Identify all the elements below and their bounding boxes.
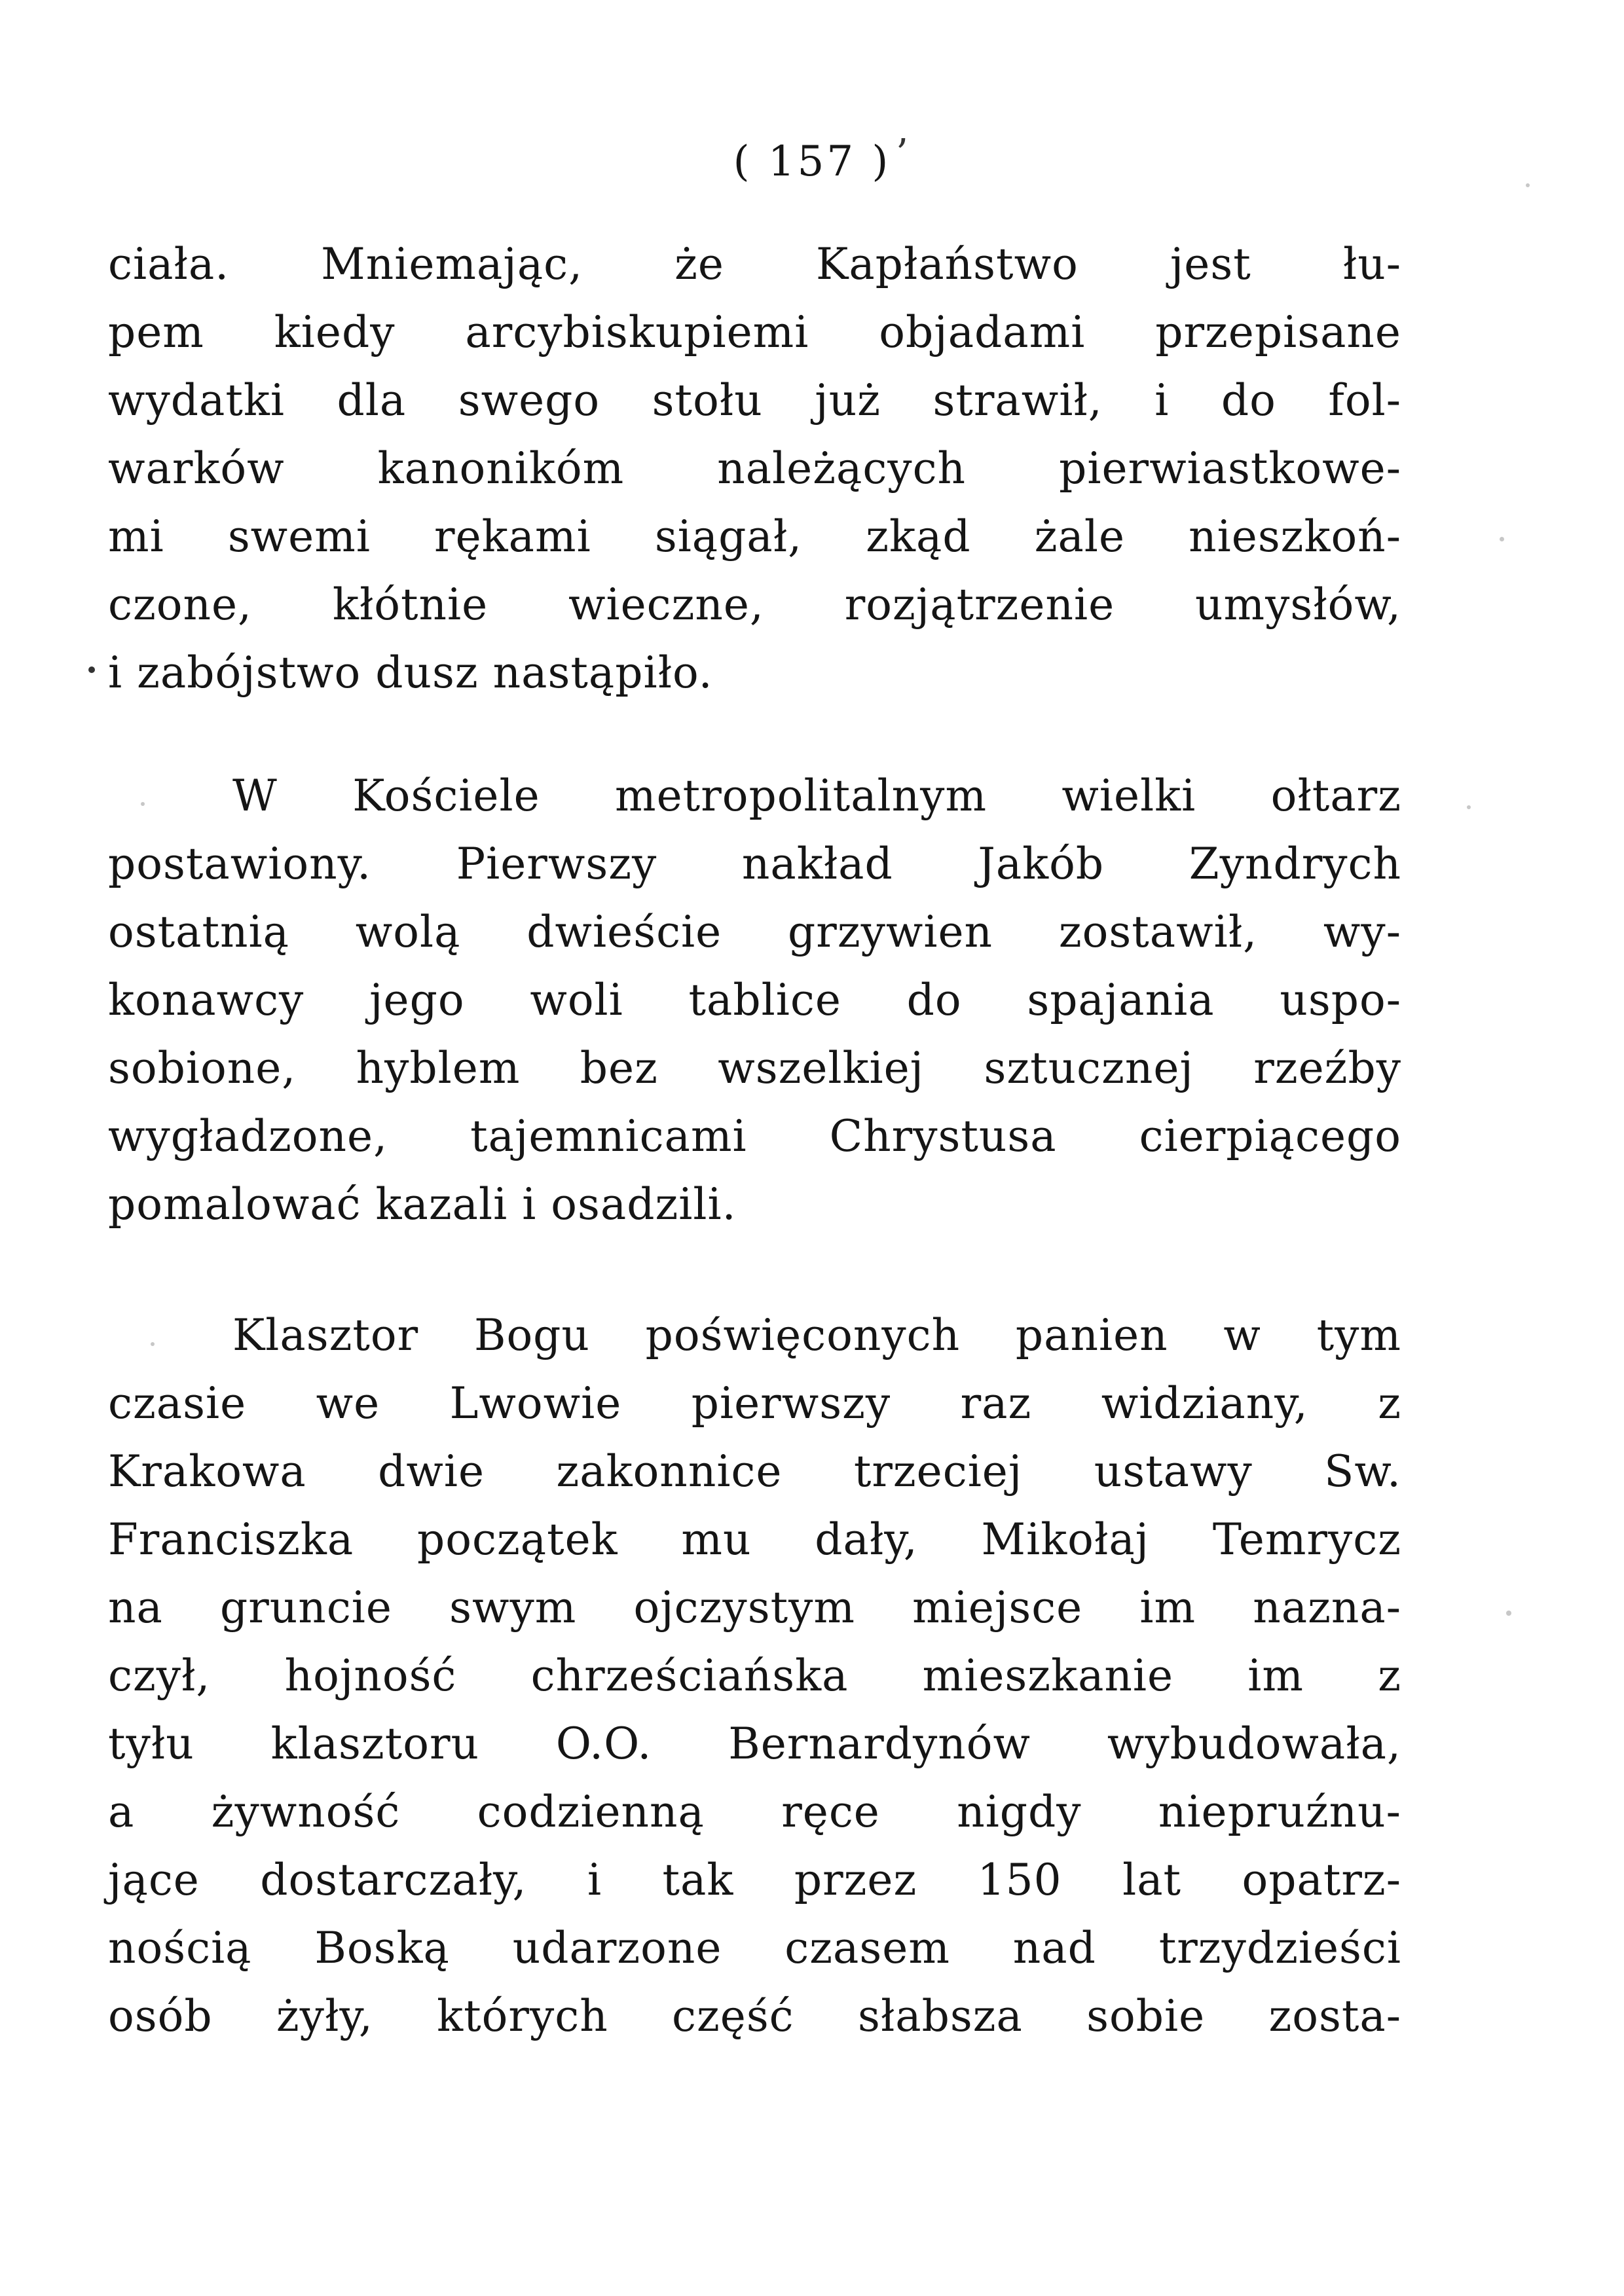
paper-speck (141, 802, 145, 806)
text-line: pomalować kazali i osadzili. (108, 1179, 737, 1230)
text-line: osób żyły, których część słabsza sobie zosta- (108, 1991, 1401, 2041)
paragraph-3 (108, 1302, 1401, 2050)
text-line: Klasztor Bogu poświęconych panien w tym (232, 1310, 1401, 1360)
text-line: konawcy jego woli tablice do spajania uspo- (108, 975, 1401, 1025)
text-line: na gruncie swym ojczystym miejsce im nazna- (108, 1582, 1401, 1633)
text-line: ostatnią wolą dwieście grzywien zostawił, wy- (108, 907, 1401, 957)
text-line: wydatki dla swego stołu już strawił, i do fol- (108, 375, 1401, 426)
text-line: nością Boską udarzone czasem nad trzydzieści (108, 1923, 1401, 1973)
text-line: wygładzone, tajemnicami Chrystusa cierpiącego (108, 1111, 1401, 1161)
text-line: mi swemi rękami siągał, zkąd żale nieszkoń- (108, 511, 1401, 562)
paper-speck (1467, 805, 1471, 809)
text-line: czył, hojność chrześciańska mieszkanie im z (108, 1650, 1401, 1701)
text-line: sobione, hyblem bez wszelkiej sztucznej rzeźby (108, 1043, 1401, 1093)
text-line: jące dostarczały, i tak przez 150 lat opatrz- (108, 1855, 1401, 1905)
text-line: Krakowa dwie zakonnice trzeciej ustawy Sw. (108, 1446, 1401, 1497)
text-line: a żywność codzienną ręce nigdy niepruźnu- (108, 1787, 1401, 1837)
page-number: ( 157 ) (733, 137, 891, 186)
text-line: czasie we Lwowie pierwszy raz widziany, z (108, 1378, 1401, 1429)
paper-speck (151, 1342, 155, 1346)
text-line: postawiony. Pierwszy nakład Jakób Zyndrych (108, 839, 1401, 889)
text-line: pem kiedy arcybiskupiemi objadami przepisane (108, 307, 1401, 357)
text-line: tyłu klasztoru O.O. Bernardynów wybudowała, (108, 1719, 1401, 1769)
margin-dot (88, 666, 95, 673)
paragraph-2 (108, 762, 1401, 1239)
text-line: W Kościele metropolitalnym wielki ołtarz (232, 771, 1401, 821)
text-line: Franciszka początek mu dały, Mikołaj Temrycz (108, 1514, 1401, 1565)
text-line: ciała. Mniemając, że Kapłaństwo jest łu- (108, 239, 1401, 289)
text-line: i zabójstwo dusz nastąpiło. (108, 647, 713, 698)
ink-mark: ’ (896, 131, 909, 177)
paragraph-1 (108, 230, 1401, 707)
paper-speck (1500, 537, 1504, 541)
text-line: czone, kłótnie wieczne, rozjątrzenie umysłów, (108, 579, 1401, 630)
text-line: warków kanonikóm należących pierwiastkowe- (108, 443, 1401, 494)
paper-speck (1506, 1611, 1511, 1616)
paper-speck (1526, 183, 1530, 187)
